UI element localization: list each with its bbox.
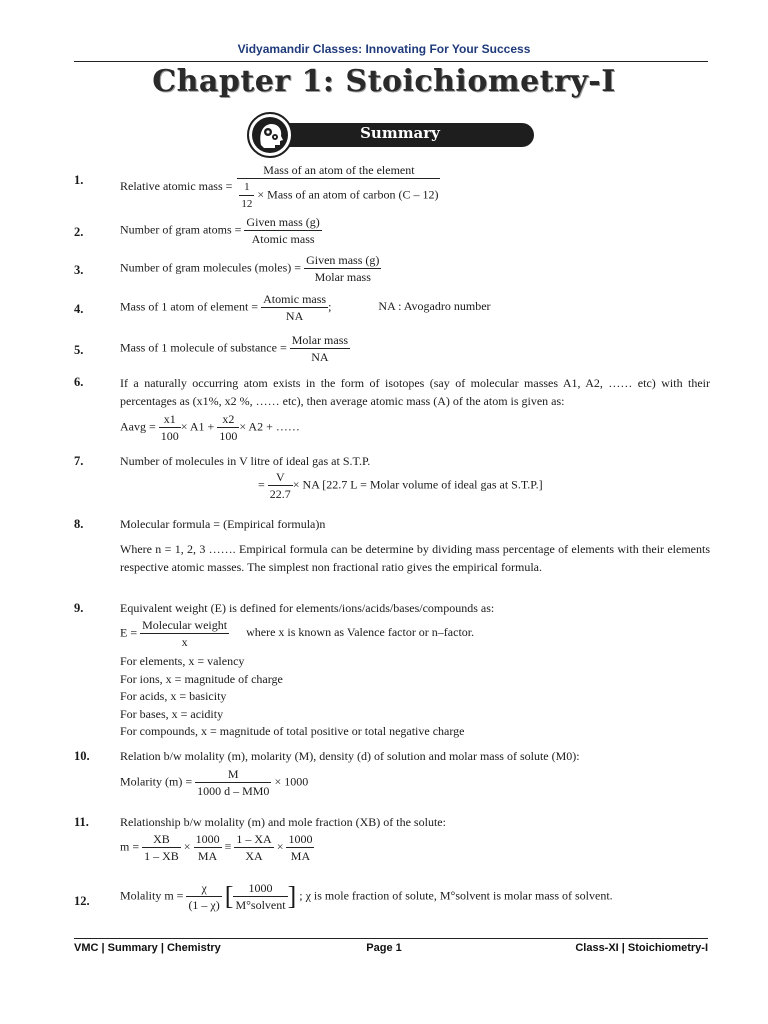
fraction-numerator: XB	[142, 832, 181, 848]
item-8-formula: Molecular formula = (Empirical formula)n	[120, 517, 326, 531]
item-number: 4.	[74, 302, 84, 316]
footer-right: Class-XI | Stoichiometry-I	[575, 942, 708, 954]
item-5-formula	[120, 333, 350, 364]
formula-operator: ×	[276, 839, 284, 854]
summary-label: Summary	[360, 124, 440, 142]
item-10-formula	[120, 767, 308, 798]
formula-term: × A1 +	[180, 419, 215, 434]
fraction-denominator: NA	[311, 350, 329, 364]
formula-lhs: Aavg =	[120, 419, 156, 434]
fraction-denominator: 22.7	[269, 487, 291, 501]
formula-operator: ×	[183, 839, 191, 854]
list-item: For bases, x = acidity	[120, 706, 224, 721]
fraction-denominator: × Mass of an atom of carbon (C – 12)	[257, 187, 439, 202]
list-item: For acids, x = basicity	[120, 689, 227, 703]
list-item: For elements, x = valency	[120, 654, 245, 668]
item-6-text: If a naturally occurring atom exists in the form of isotopes (say of molecular masses A1, A2, …… etc) with their percentages as (x1%, x2 %, …… etc), then average atomic mass (A) of the atom is given as:	[120, 376, 710, 408]
fraction-denominator: 1 – XB	[144, 849, 179, 863]
fraction-denominator: NA	[285, 309, 304, 323]
item-7-formula	[258, 470, 543, 501]
fraction-denominator: 100	[219, 429, 238, 443]
item-10-text: Relation b/w molality (m), molarity (M), density (d) of solution and molar mass of solute (M0):	[120, 749, 580, 763]
item-number: 9.	[74, 601, 84, 615]
header-rule	[74, 61, 708, 62]
item-number: 3.	[74, 263, 84, 277]
list-item: For compounds, x = magnitude of total positive or total negative charge	[120, 724, 465, 738]
fraction-numerator: Molecular weight	[142, 618, 228, 632]
footer-left: VMC | Summary | Chemistry	[74, 942, 221, 954]
fraction-denominator: 1000 d – MM0	[197, 784, 270, 798]
fraction-denominator: 12	[241, 198, 253, 210]
item-label: Number of gram atoms =	[120, 222, 242, 237]
page-title: Chapter 1: Stoichiometry-I	[152, 64, 616, 99]
fraction-denominator: Molar mass	[314, 270, 371, 284]
item-1-formula	[120, 163, 440, 211]
list-item: For ions, x = magnitude of charge	[120, 671, 283, 686]
formula-lhs: Molarity (m) =	[120, 774, 193, 789]
fraction-numerator: M	[195, 767, 271, 783]
item-label: Mass of 1 molecule of substance =	[120, 340, 287, 355]
formula-eq: =	[258, 477, 265, 492]
fraction-numerator: 1000	[233, 881, 287, 897]
fraction-denominator: x	[181, 635, 188, 649]
item-8-text: Where n = 1, 2, 3 ……. Empirical formula can be determine by dividing mass percentage of elements with their elements respective atomic masses. The simplest non fractional ratio gives the empirical formula.	[120, 542, 710, 574]
avogadro-note: NA : Avogadro number	[378, 299, 491, 314]
item-number: 1.	[74, 173, 84, 187]
fraction-numerator: Given mass (g)	[246, 215, 320, 229]
formula-lhs: m =	[120, 839, 140, 854]
fraction-numerator: x1	[159, 412, 181, 428]
footer-rule	[74, 938, 708, 939]
item-6-formula	[120, 412, 300, 443]
molality-note: ; χ is mole fraction of solute, M°solvent is molar mass of solvent.	[299, 888, 613, 903]
item-7-text: Number of molecules in V litre of ideal gas at S.T.P.	[120, 454, 371, 468]
item-label: Relative atomic mass =	[120, 178, 233, 193]
fraction-denominator: 100	[160, 429, 179, 443]
fraction-numerator: Molar mass	[291, 333, 349, 347]
item-2-formula	[120, 215, 322, 246]
item-number: 11.	[74, 815, 89, 829]
fraction-numerator: V	[268, 470, 293, 486]
item-11-text: Relationship b/w molality (m) and mole fraction (XB) of the solute:	[120, 815, 446, 829]
formula-term: × 1000	[274, 774, 309, 789]
fraction-numerator: χ	[186, 881, 221, 897]
molar-volume-note: [22.7 L = Molar volume of ideal gas at S.T.P.]	[322, 477, 543, 492]
item-3-formula	[120, 253, 381, 284]
fraction-numerator: Atomic mass	[263, 292, 327, 306]
item-label: Number of gram molecules (moles) =	[120, 260, 302, 275]
item-number: 10.	[74, 749, 90, 763]
fraction-numerator: 1 – XA	[236, 832, 272, 846]
head-gears-icon	[247, 112, 293, 158]
item-number: 7.	[74, 454, 84, 468]
item-number: 8.	[74, 517, 84, 531]
formula-lhs: Molality m =	[120, 888, 184, 903]
item-4-formula	[120, 292, 491, 323]
footer-page-number: Page 1	[366, 942, 402, 954]
formula-lhs: E =	[120, 625, 138, 640]
fraction-denominator: Atomic mass	[251, 232, 315, 246]
item-number: 6.	[74, 375, 84, 389]
fraction-denominator: XA	[245, 849, 263, 863]
fraction-denominator: MA	[197, 849, 218, 863]
valence-note: where x is known as Valence factor or n–factor.	[246, 625, 475, 640]
fraction-denominator: (1 – χ)	[188, 898, 220, 912]
item-number: 5.	[74, 343, 84, 357]
fraction-numerator: 1000	[288, 832, 313, 846]
formula-operator: ≡	[224, 839, 232, 854]
item-number: 12.	[74, 894, 90, 908]
item-number: 2.	[74, 225, 84, 239]
item-9-formula	[120, 618, 474, 649]
item-9-text: Equivalent weight (E) is defined for elements/ions/acids/bases/compounds as:	[120, 601, 495, 615]
item-label: Mass of 1 atom of element =	[120, 299, 259, 314]
valence-factor-list	[120, 653, 464, 741]
fraction-numerator: Given mass (g)	[306, 253, 380, 267]
fraction-denominator: MA	[290, 849, 311, 863]
item-12-formula: Molality m = $\frac{\chi}{(1 - \chi)}$ [ $\frac{1000}{\text{M°solvent}}$ ] ; χ is mole fraction of solute, M°solvent is molar mass of solvent.	[120, 881, 613, 912]
fraction-denominator: M°solvent	[235, 898, 286, 912]
formula-term: × A2 + ……	[239, 419, 300, 434]
fraction-numerator: x2	[217, 412, 239, 428]
fraction-numerator: 1000	[195, 832, 220, 846]
header-institute: Vidyamandir Classes: Innovating For Your Success	[237, 42, 531, 56]
fraction-numerator: Mass of an atom of the element	[237, 163, 440, 179]
item-11-formula	[120, 832, 314, 863]
separator: ;	[328, 299, 332, 314]
formula-term: × NA	[292, 477, 320, 492]
fraction-numerator: 1	[239, 180, 254, 196]
